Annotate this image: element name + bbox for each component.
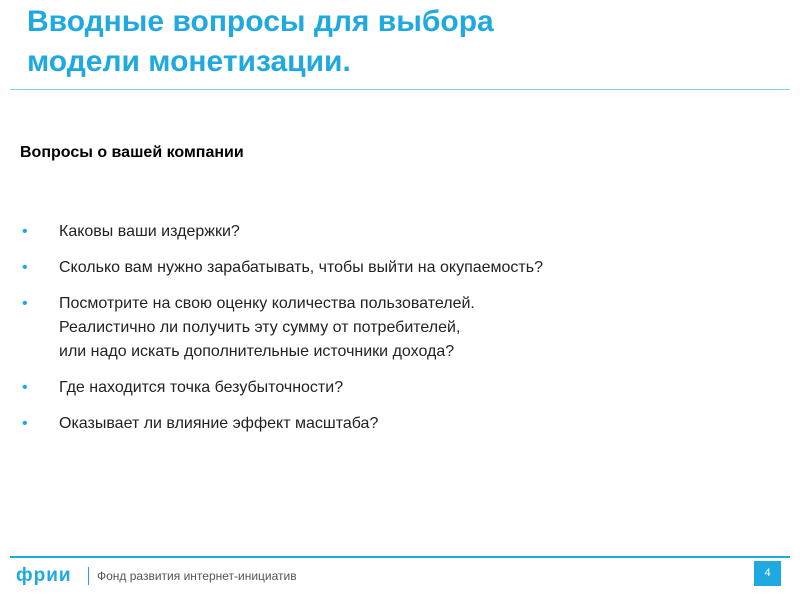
bullet-icon: •	[22, 415, 28, 432]
bullet-icon: •	[22, 259, 28, 276]
question-text: Сколько вам нужно зарабатывать, чтобы выйти на окупаемость?	[59, 259, 543, 276]
question-text: Каковы ваши издержки?	[59, 223, 240, 240]
question-text: Оказывает ли влияние эффект масштаба?	[59, 415, 379, 432]
slide-title-line-1: Вводные вопросы для выбора	[27, 5, 494, 38]
question-item	[20, 292, 780, 364]
question-text: Где находится точка безубыточности?	[59, 379, 344, 396]
page-number-badge: 4	[754, 561, 781, 586]
question-text: Реалистично ли получить эту сумму от потребителей,	[59, 319, 461, 336]
frii-logo: фрии	[16, 565, 72, 586]
slide-title	[27, 2, 767, 82]
question-item	[20, 376, 780, 400]
question-text: Посмотрите на свою оценку количества пользователей.	[59, 295, 475, 312]
bullet-icon: •	[22, 379, 28, 396]
question-item	[20, 220, 780, 244]
footer-divider	[10, 556, 790, 558]
title-divider	[10, 89, 790, 90]
slide-title-line-2: модели монетизации.	[27, 45, 351, 78]
bullet-icon: •	[22, 295, 28, 312]
question-item	[20, 256, 780, 280]
bullet-icon: •	[22, 223, 28, 240]
question-item	[20, 412, 780, 436]
section-subtitle: Вопросы о вашей компании	[20, 144, 244, 161]
question-list	[20, 220, 780, 448]
question-text: или надо искать дополнительные источники дохода?	[59, 343, 455, 360]
organization-name: Фонд развития интернет-инициатив	[97, 569, 297, 583]
footer-separator	[88, 567, 89, 585]
